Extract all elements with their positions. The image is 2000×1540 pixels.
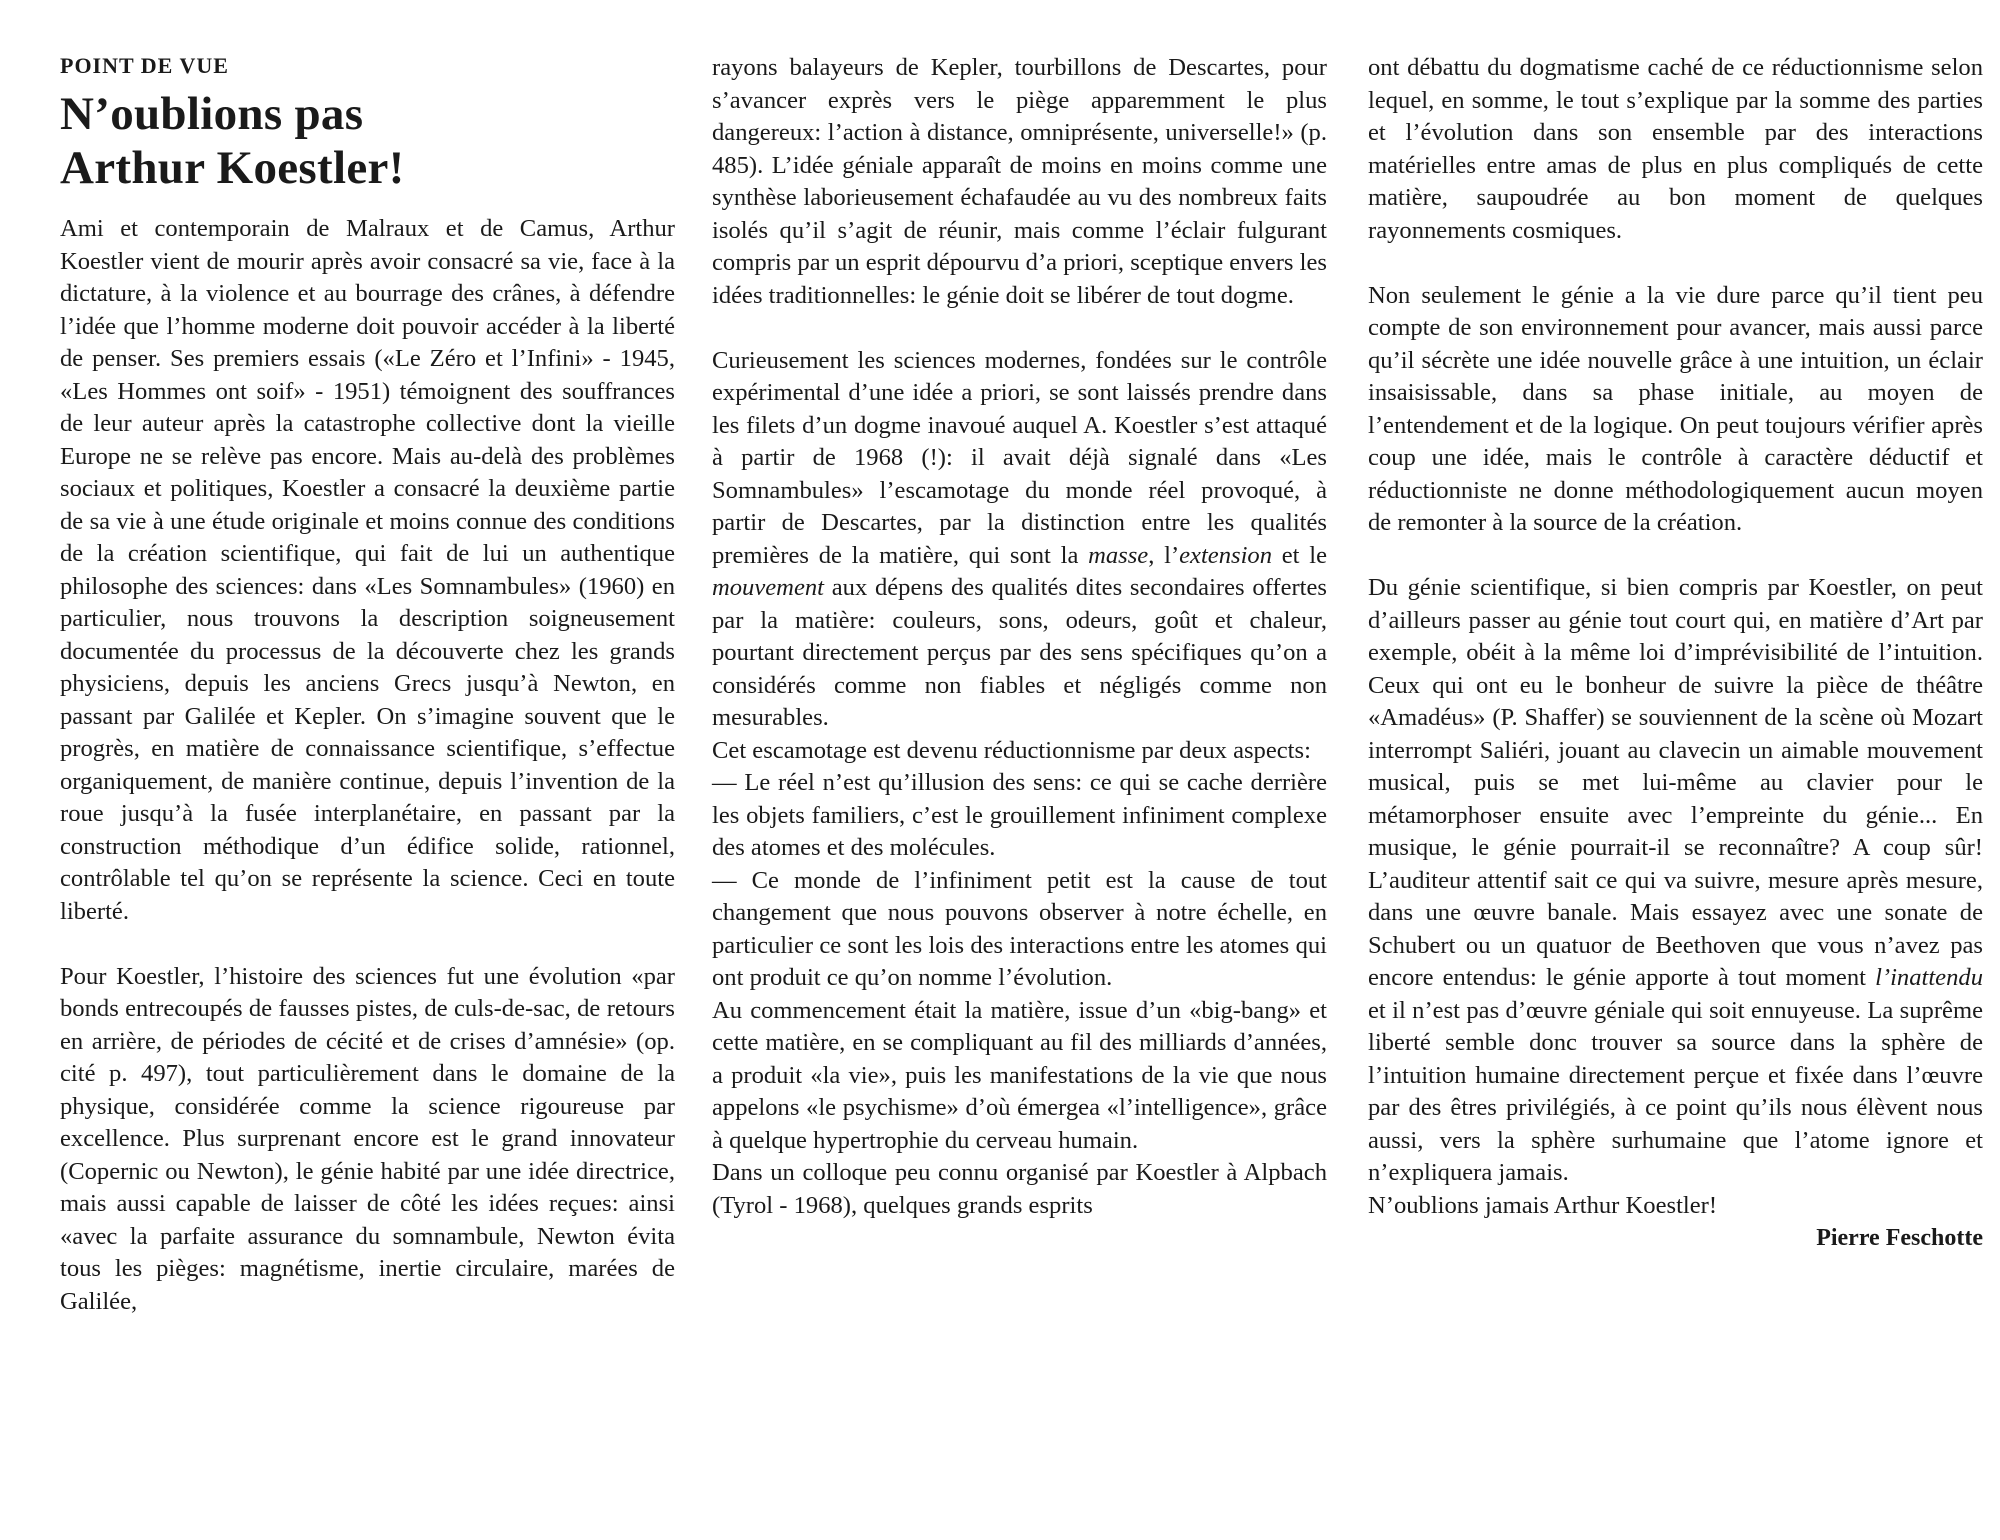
headline-line-2: Arthur Koestler! bbox=[60, 142, 405, 194]
paragraph: Cet escamotage est devenu réductionnisme par deux aspects: bbox=[712, 736, 1311, 764]
column-3 bbox=[1368, 52, 1983, 1255]
text-run: , l’ bbox=[1148, 541, 1180, 569]
text-run: Curieusement les sciences modernes, fondées sur le contrôle expérimental d’une idée a priori, se sont laissés prendre dans les filets d’un dogme inavoué auquel A. Koestler s’est attaqué à partir de 1968 (!): il avait déjà signalé dans «Les Somnambules» l’escamotage du monde réel provoqué, à partir de Descartes, par la distinction entre les qualités premières de la matière, qui sont la bbox=[712, 346, 1327, 569]
section-kicker: POINT DE VUE bbox=[60, 53, 229, 78]
paragraph: Non seulement le génie a la vie dure parce qu’il tient peu compte de son environnement pour avancer, mais aussi parce qu’il sécrète une idée nouvelle grâce à une intuition, un éclair insaisissable, dans sa phase initiale, au moyen de l’entendement et de la logique. On peut toujours vérifier après coup une idée, mais le contrôle à caractère déductif et réductionniste ne donne méthodologiquement aucun moyen de remonter à la source de la création. bbox=[1368, 281, 1983, 536]
paragraph: rayons balayeurs de Kepler, tourbillons de Descartes, pour s’avancer exprès vers le piège apparemment le plus dangereux: l’action à distance, omniprésente, universelle!» (p. 485). L’idée géniale apparaît de moins en moins comme une synthèse laborieusement échafaudée au vu des nombreux faits isolés qu’il s’agit de réunir, mais comme l’éclair fulgurant compris par un esprit dépourvu d’a priori, sceptique envers les idées traditionnelles: le génie doit se libérer de tout dogme. bbox=[712, 54, 1327, 309]
author-signature: Pierre Feschotte bbox=[1816, 1225, 1983, 1251]
article-headline bbox=[60, 87, 675, 195]
column-1 bbox=[60, 0, 675, 1318]
text-run: aux dépens des qualités dites secondaires offertes par la matière: couleurs, sons, odeurs, goût et chaleur, pourtant directement perçus par des sens spécifiques qu’on a considérés comme non fiables et négligés comme non mesurables. bbox=[712, 574, 1327, 731]
headline-line-1: N’oublions pas bbox=[60, 88, 364, 140]
paragraph: Pour Koestler, l’histoire des sciences fut une évolution «par bonds entrecoupés de fausses pistes, de culs-de-sac, de retours en arrière, de périodes de cécité et de crises d’amnésie» (op. cité p. 497), tout particulièrement dans le domaine de la physique, considérée comme la science rigoureuse par excellence. Plus surprenant encore est le grand innovateur (Copernic ou Newton), le génie habité par une idée directrice, mais aussi capable de laisser de côté les idées reçues: ainsi «avec la parfaite assurance du somnambule, Newton évita tous les pièges: magnétisme, inertie circulaire, marées de Galilée, bbox=[60, 962, 675, 1315]
paragraph: Au commencement était la matière, issue d’un «big-bang» et cette matière, en se compliquant au fil des milliards d’années, a produit «la vie», puis les manifestations de la vie que nous appelons «le psychisme» d’où émergea «l’intelligence», grâce à quelque hypertrophie du cerveau humain. bbox=[712, 996, 1327, 1154]
italic-term: mouvement bbox=[712, 574, 824, 601]
italic-term: l’inattendu bbox=[1875, 964, 1983, 991]
paragraph: Dans un colloque peu connu organisé par Koestler à Alpbach (Tyrol - 1968), quelques grands esprits bbox=[712, 1159, 1327, 1219]
text-run: Du génie scientifique, si bien compris par Koestler, on peut d’ailleurs passer au génie tout court qui, en matière d’Art par exemple, obéit à la même loi d’imprévisibilité de l’intuition. Ceux qui ont eu le bonheur de suivre la pièce de théâtre «Amadéus» (P. Shaffer) se souviennent de la scène où Mozart interrompt Saliéri, jouant au clavecin un aimable mouvement musical, puis se met lui-même au clavier pour le métamorphoser ensuite avec l’empreinte du génie... En musique, le génie pourrait-il se reconnaître? A coup sûr! L’auditeur attentif sait ce qui va suivre, mesure après mesure, dans une œuvre banale. Mais essayez avec une sonate de Schubert ou un quatuor de Beethoven que vous n’avez pas encore entendus: le génie apporte à tout moment bbox=[1368, 574, 1983, 991]
paragraph: — Ce monde de l’infiniment petit est la cause de tout changement que nous pouvons observer à notre échelle, en particulier ce sont les lois des interactions entre les atomes qui ont produit ce qu’on nomme l’évolution. bbox=[712, 866, 1327, 991]
italic-term: extension bbox=[1179, 541, 1273, 569]
text-run: et il n’est pas d’œuvre géniale qui soit ennuyeuse. La suprême liberté semble donc trouver sa source dans la sphère de l’intuition humaine directement perçue et fixée dans l’œuvre par des êtres privilégiés, à ce point qu’ils nous élèvent nous aussi, vers la sphère surhumaine que l’atome ignore et n’expliquera jamais. bbox=[1368, 996, 1983, 1186]
paragraph: — Le réel n’est qu’illusion des sens: ce qui se cache derrière les objets familiers, c’est le grouillement infiniment complexe des atomes et des molécules. bbox=[712, 769, 1327, 861]
closing-line: N’oublions jamais Arthur Koestler! bbox=[1368, 1191, 1718, 1219]
paragraph: ont débattu du dogmatisme caché de ce réductionnisme selon lequel, en somme, le tout s’explique par la somme des parties et l’évolution dans son ensemble par des interactions matérielles entre amas de plus en plus compliqués de cette matière, saupoudrée au bon moment de quelques rayonnements cosmiques. bbox=[1368, 54, 1983, 244]
text-run: et le bbox=[1272, 541, 1327, 569]
italic-term: masse bbox=[1088, 541, 1149, 569]
paragraph bbox=[712, 345, 1327, 735]
paragraph bbox=[1368, 572, 1983, 1190]
column-2 bbox=[712, 52, 1327, 1222]
paragraph: Ami et contemporain de Malraux et de Camus, Arthur Koestler vient de mourir après avoir consacré sa vie, face à la dictature, à la violence et au bourrage des crânes, à défendre l’idée que l’homme moderne doit pouvoir accéder à la liberté de penser. Ses premiers essais («Le Zéro et l’Infini» - 1945, «Les Hommes ont soif» - 1951) témoignent des souffrances de leur auteur après la catastrophe collective dont la vieille Europe ne se relève pas encore. Mais au-delà des problèmes sociaux et politiques, Koestler a consacré la deuxième partie de sa vie à une étude originale et moins connue des conditions de la création scientifique, qui fait de lui un authentique philosophe des sciences: dans «Les Somnambules» (1960) en particulier, nous trouvons la description soigneusement documentée du processus de la découverte chez les grands physiciens, depuis les anciens Grecs jusqu’à Newton, en passant par Galilée et Kepler. On s’imagine souvent que le progrès, en matière de connaissance scientifique, s’effectue organiquement, de manière continue, depuis l’invention de la roue jusqu’à la fusée interplanétaire, en passant par la construction méthodique d’un édifice solide, rationnel, contrôlable tel qu’on se représente la science. Ceci en toute liberté. bbox=[60, 215, 675, 925]
